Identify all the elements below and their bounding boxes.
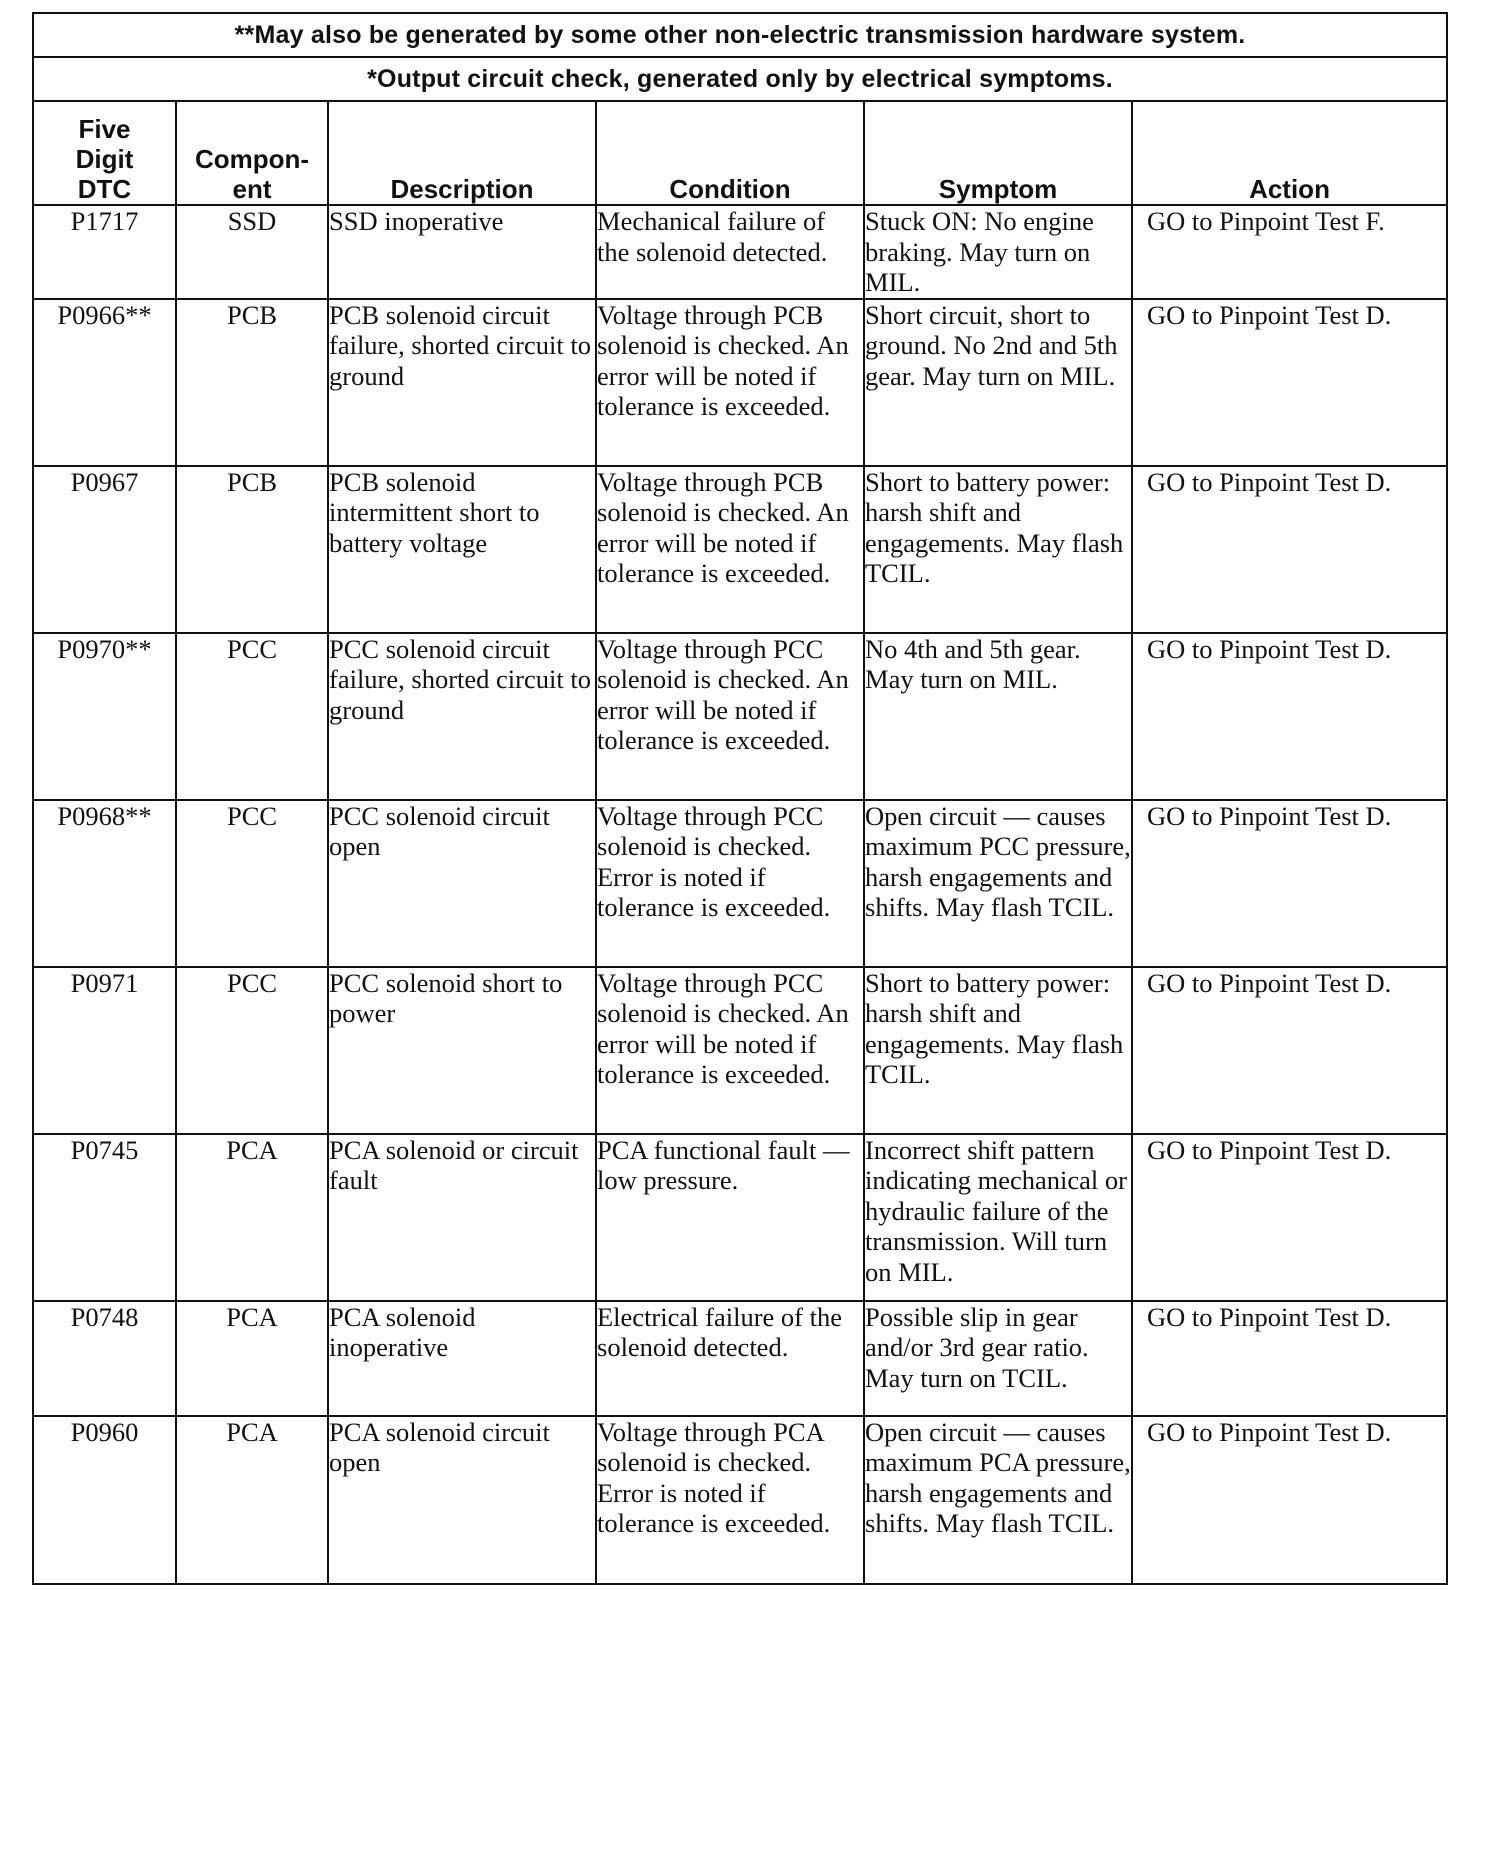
cell-description: PCA solenoid or circuit fault xyxy=(328,1134,596,1301)
cell-dtc-code: P0968** xyxy=(33,800,176,967)
cell-condition: PCA functional fault — low pressure. xyxy=(596,1134,864,1301)
cell-description: PCA solenoid inoperative xyxy=(328,1301,596,1416)
cell-dtc-code: P0966** xyxy=(33,299,176,466)
footnote-row-single-asterisk xyxy=(33,57,1447,101)
table-row xyxy=(33,205,1447,299)
table-row xyxy=(33,1416,1447,1584)
table-row xyxy=(33,800,1447,967)
cell-action: GO to Pinpoint Test F. xyxy=(1132,205,1447,299)
cell-action: GO to Pinpoint Test D. xyxy=(1132,466,1447,633)
cell-condition: Mechanical failure of the solenoid detected. xyxy=(596,205,864,299)
cell-description: SSD inoperative xyxy=(328,205,596,299)
cell-component: PCC xyxy=(176,633,328,800)
cell-condition: Voltage through PCC solenoid is checked. Error is noted if tolerance is exceeded. xyxy=(596,800,864,967)
cell-symptom: Possible slip in gear and/or 3rd gear ratio. May turn on TCIL. xyxy=(864,1301,1132,1416)
footnote-single-asterisk: *Output circuit check, generated only by electrical symptoms. xyxy=(33,57,1447,101)
cell-symptom: Incorrect shift pattern indicating mechanical or hydraulic failure of the transmission. Will turn on MIL. xyxy=(864,1134,1132,1301)
cell-component: PCA xyxy=(176,1416,328,1584)
cell-symptom: Short to battery power: harsh shift and engagements. May flash TCIL. xyxy=(864,967,1132,1134)
header-symptom: Symptom xyxy=(864,101,1132,205)
cell-condition: Electrical failure of the solenoid detected. xyxy=(596,1301,864,1416)
cell-component: PCC xyxy=(176,967,328,1134)
header-description: Description xyxy=(328,101,596,205)
cell-dtc-code: P0745 xyxy=(33,1134,176,1301)
dtc-table-body xyxy=(33,205,1447,1584)
cell-component: PCB xyxy=(176,299,328,466)
cell-action: GO to Pinpoint Test D. xyxy=(1132,1416,1447,1584)
header-component-label: Compon- ent xyxy=(194,144,310,204)
cell-action: GO to Pinpoint Test D. xyxy=(1132,1301,1447,1416)
table-row xyxy=(33,466,1447,633)
cell-action: GO to Pinpoint Test D. xyxy=(1132,1134,1447,1301)
table-row xyxy=(33,1134,1447,1301)
cell-description: PCB solenoid intermittent short to battery voltage xyxy=(328,466,596,633)
cell-component: PCA xyxy=(176,1301,328,1416)
dtc-document xyxy=(32,12,1446,1585)
cell-symptom: Short circuit, short to ground. No 2nd and 5th gear. May turn on MIL. xyxy=(864,299,1132,466)
cell-dtc-code: P0748 xyxy=(33,1301,176,1416)
footnote-double-asterisk: **May also be generated by some other non-electric transmission hardware system. xyxy=(33,13,1447,57)
cell-dtc-code: P0967 xyxy=(33,466,176,633)
cell-symptom: Stuck ON: No engine braking. May turn on MIL. xyxy=(864,205,1132,299)
cell-symptom: Open circuit — causes maximum PCC pressure, harsh engagements and shifts. May flash TCIL. xyxy=(864,800,1132,967)
cell-condition: Voltage through PCC solenoid is checked. An error will be noted if tolerance is exceeded. xyxy=(596,633,864,800)
table-header-row xyxy=(33,101,1447,205)
table-row xyxy=(33,633,1447,800)
cell-component: SSD xyxy=(176,205,328,299)
footnote-row-double-asterisk xyxy=(33,13,1447,57)
header-five-digit-dtc xyxy=(33,101,176,205)
cell-dtc-code: P0960 xyxy=(33,1416,176,1584)
cell-action: GO to Pinpoint Test D. xyxy=(1132,967,1447,1134)
header-component xyxy=(176,101,328,205)
table-row xyxy=(33,1301,1447,1416)
cell-component: PCC xyxy=(176,800,328,967)
cell-component: PCA xyxy=(176,1134,328,1301)
cell-action: GO to Pinpoint Test D. xyxy=(1132,800,1447,967)
cell-dtc-code: P1717 xyxy=(33,205,176,299)
header-dtc-label: Five Digit DTC xyxy=(75,114,134,204)
cell-symptom: Short to battery power: harsh shift and engagements. May flash TCIL. xyxy=(864,466,1132,633)
cell-action: GO to Pinpoint Test D. xyxy=(1132,299,1447,466)
cell-condition: Voltage through PCC solenoid is checked. An error will be noted if tolerance is exceeded. xyxy=(596,967,864,1134)
header-action: Action xyxy=(1132,101,1447,205)
cell-condition: Voltage through PCA solenoid is checked. Error is noted if tolerance is exceeded. xyxy=(596,1416,864,1584)
cell-condition: Voltage through PCB solenoid is checked. An error will be noted if tolerance is exceeded. xyxy=(596,299,864,466)
cell-dtc-code: P0971 xyxy=(33,967,176,1134)
cell-component: PCB xyxy=(176,466,328,633)
dtc-table xyxy=(32,12,1448,1585)
header-condition: Condition xyxy=(596,101,864,205)
cell-condition: Voltage through PCB solenoid is checked. An error will be noted if tolerance is exceeded. xyxy=(596,466,864,633)
cell-description: PCA solenoid circuit open xyxy=(328,1416,596,1584)
cell-symptom: Open circuit — causes maximum PCA pressure, harsh engagements and shifts. May flash TCIL. xyxy=(864,1416,1132,1584)
cell-description: PCC solenoid circuit failure, shorted circuit to ground xyxy=(328,633,596,800)
cell-description: PCB solenoid circuit failure, shorted circuit to ground xyxy=(328,299,596,466)
cell-dtc-code: P0970** xyxy=(33,633,176,800)
cell-description: PCC solenoid circuit open xyxy=(328,800,596,967)
cell-symptom: No 4th and 5th gear. May turn on MIL. xyxy=(864,633,1132,800)
cell-description: PCC solenoid short to power xyxy=(328,967,596,1134)
table-row xyxy=(33,299,1447,466)
table-row xyxy=(33,967,1447,1134)
cell-action: GO to Pinpoint Test D. xyxy=(1132,633,1447,800)
